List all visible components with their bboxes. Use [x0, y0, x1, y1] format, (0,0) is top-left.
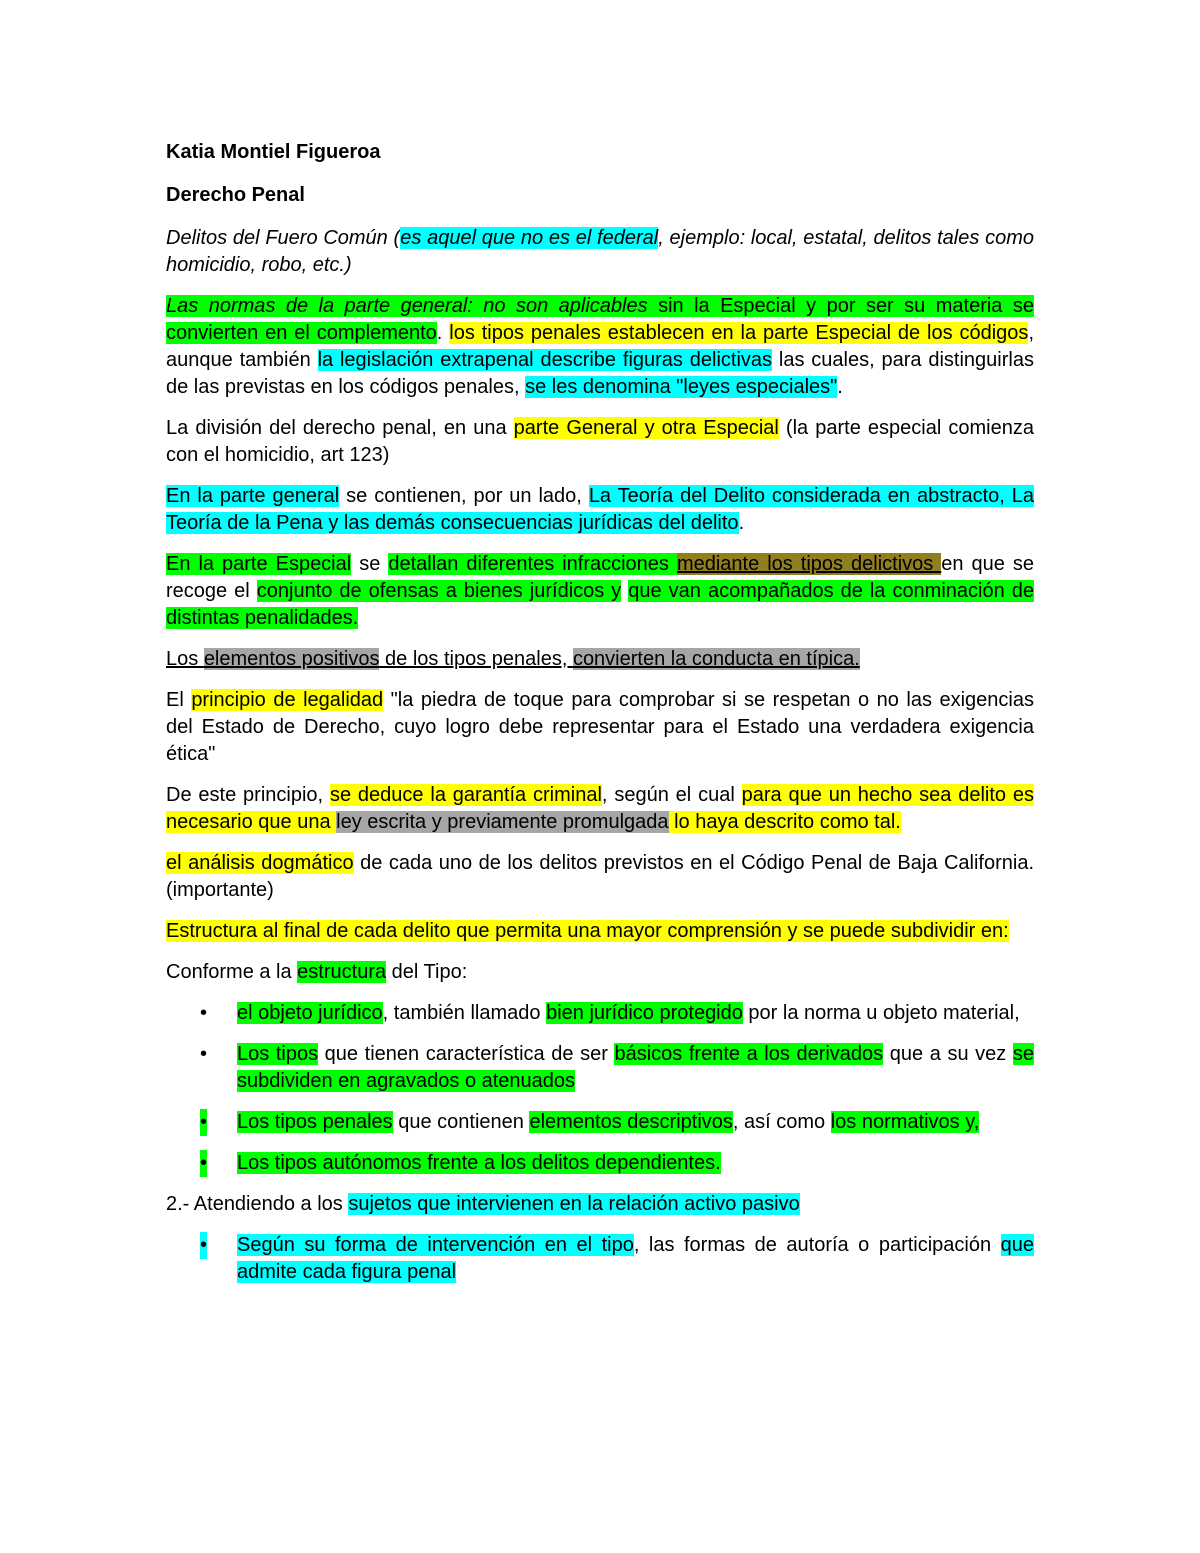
- bullet-icon: •: [200, 1043, 208, 1065]
- text-run: se: [351, 553, 389, 575]
- highlight-green: básicos frente a los derivados: [614, 1043, 884, 1065]
- text-run: De este principio,: [166, 784, 330, 806]
- bullet-icon: •: [200, 1150, 207, 1177]
- list-item: [166, 1150, 1034, 1177]
- highlight-green: sin la Especial y por ser su materia se convierten en el complemento: [166, 295, 1034, 344]
- highlight-cyan: que admite cada figura penal: [237, 1234, 1035, 1283]
- text-run: (la parte especial comienza con el homicidio, art 123): [166, 417, 1034, 466]
- highlight-cyan: es aquel que no es el federal: [400, 227, 659, 249]
- highlight-green: bien jurídico protegido: [546, 1002, 743, 1024]
- highlight-cyan: En la parte general: [166, 485, 340, 507]
- highlight-gray: ley escrita y previamente promulgada: [336, 811, 669, 833]
- highlight-green: conjunto de ofensas a bienes jurídicos y: [256, 580, 622, 602]
- list-item: [166, 1041, 1034, 1095]
- text-run: se contienen, por un lado,: [339, 485, 589, 507]
- highlight-green: Los tipos: [237, 1043, 319, 1065]
- text-run: Los: [166, 648, 204, 670]
- highlight-gray: elementos positivos: [203, 648, 380, 670]
- text-run: que tienen característica de ser: [318, 1043, 615, 1065]
- text-run: que contienen: [392, 1111, 530, 1133]
- highlight-yellow: parte General y otra Especial: [513, 417, 779, 439]
- paragraph-garantia-criminal: [166, 782, 1034, 836]
- highlight-green: el objeto jurídico: [237, 1002, 383, 1024]
- paragraph-parte-especial: [166, 551, 1034, 632]
- highlight-olive: mediante los tipos delictivos: [676, 553, 942, 575]
- highlight-green: que van acompañados de la conminación de distintas penalidades.: [166, 580, 1034, 629]
- text-run: , así como: [732, 1111, 831, 1133]
- bullet-icon: •: [200, 1002, 208, 1024]
- highlight-cyan: la legislación extrapenal describe figuras delictivas: [317, 349, 773, 371]
- subject-title: Derecho Penal: [166, 184, 305, 206]
- paragraph-elementos-positivos: [166, 646, 1034, 673]
- text-run: de los tipos penales,: [379, 648, 573, 670]
- paragraph-principio-legalidad: [166, 687, 1034, 768]
- highlight-green: Las normas de la parte general: no son aplicables: [166, 295, 648, 317]
- bullet-icon: •: [200, 1232, 207, 1259]
- author-name: Katia Montiel Figueroa: [166, 141, 381, 163]
- text-run: "la piedra de toque para comprobar si se respetan o no las exigencias del Estado de Derecho, cuyo logro debe representar para el Estado una verdadera exigencia ética": [166, 689, 1034, 765]
- text-run: por la norma u objeto material,: [742, 1002, 1020, 1024]
- text-run: en que se recoge el: [166, 553, 1034, 602]
- bullet-icon: •: [200, 1109, 207, 1136]
- bullet-list-sujetos: [166, 1232, 1034, 1286]
- text-run: Delitos del Fuero Común (: [166, 227, 401, 249]
- text-run: de cada uno de los delitos previstos en el Código Penal de Baja California. (importante): [166, 852, 1034, 901]
- text-run: que a su vez: [883, 1043, 1013, 1065]
- highlight-green: Los tipos autónomos frente a los delitos dependientes.: [237, 1152, 721, 1174]
- list-item: [166, 1000, 1034, 1027]
- paragraph-division-derecho-penal: [166, 415, 1034, 469]
- text-run: El: [166, 689, 192, 711]
- text-run: del Tipo:: [386, 961, 468, 983]
- highlight-cyan: se les denomina "leyes especiales": [525, 376, 838, 398]
- paragraph-analisis-dogmatico: [166, 850, 1034, 904]
- text-run: , según el cual: [601, 784, 742, 806]
- text-run: las cuales, para distinguirlas de las previstas en los códigos penales,: [166, 349, 1034, 398]
- highlight-yellow: el análisis dogmático: [166, 852, 354, 874]
- highlight-yellow: para que un hecho sea delito es necesario que una: [166, 784, 1034, 833]
- text-run: , también llamado: [382, 1002, 547, 1024]
- paragraph-sujetos: [166, 1191, 1034, 1218]
- highlight-cyan: sujetos que intervienen en la relación activo pasivo: [348, 1193, 800, 1215]
- text-run: , las formas de autoría o participación: [633, 1234, 1001, 1256]
- text-run: , ejemplo: local, estatal, delitos tales como homicidio, robo, etc.): [166, 227, 1034, 276]
- highlight-green: detallan diferentes infracciones: [388, 553, 677, 575]
- paragraph-fuero-comun: [166, 225, 1034, 279]
- text-run: 2.- Atendiendo a los: [166, 1193, 349, 1215]
- highlight-cyan: La Teoría del Delito considerada en abstracto, La Teoría de la Pena y las demás consecuencias jurídicas del delito: [166, 485, 1035, 534]
- highlight-yellow: principio de legalidad: [191, 689, 384, 711]
- paragraph-conforme-estructura: [166, 959, 1034, 986]
- highlight-yellow: lo haya descrito como tal.: [668, 811, 901, 833]
- bullet-list-estructura: [166, 1000, 1034, 1177]
- highlight-green: se subdividen en agravados o atenuados: [237, 1043, 1034, 1092]
- text-run: .: [837, 376, 843, 398]
- highlight-green: estructura: [297, 961, 387, 983]
- text-run: , aunque también: [166, 322, 1034, 371]
- highlight-yellow: los tipos penales establecen en la parte Especial de los códigos: [449, 322, 1029, 344]
- highlight-yellow: Estructura al final de cada delito que permita una mayor comprensión y se puede subdividir en:: [166, 920, 1009, 942]
- highlight-yellow: se deduce la garantía criminal: [329, 784, 602, 806]
- highlight-green: En la parte Especial: [166, 553, 352, 575]
- paragraph-normas-parte-general: [166, 293, 1034, 401]
- highlight-green: los normativos y,: [830, 1111, 980, 1133]
- paragraph-parte-general: En la parte general se contienen, por un lado, La Teoría del Delito considerada en abstracto, La Teoría de la Pena y las demás consecuencias jurídicas del delito.: [166, 485, 1035, 534]
- highlight-cyan: Según su forma de intervención en el tipo: [237, 1234, 634, 1256]
- list-item: [166, 1232, 1034, 1286]
- text-run: Conforme a la: [166, 961, 298, 983]
- paragraph-estructura: [166, 918, 1034, 945]
- text-run: La división del derecho penal, en una: [166, 417, 514, 439]
- highlight-green: elementos descriptivos: [529, 1111, 733, 1133]
- highlight-gray: convierten la conducta en típica.: [572, 648, 860, 670]
- highlight-green: Los tipos penales: [237, 1111, 393, 1133]
- text-run: .: [436, 322, 450, 344]
- list-item: [166, 1109, 1034, 1136]
